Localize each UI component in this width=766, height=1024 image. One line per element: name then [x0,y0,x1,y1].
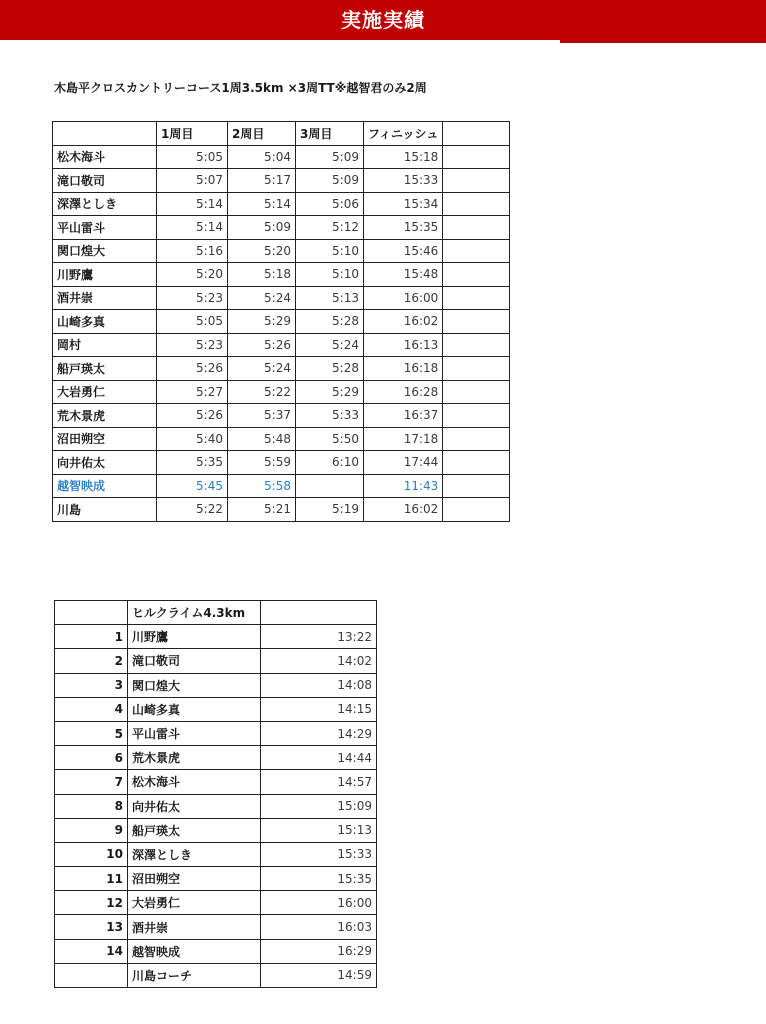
hillclimb-name-cell: 深澤としき [128,842,261,866]
table-row [55,867,377,891]
hillclimb-name-cell: 荒木景虎 [128,746,261,770]
timetrial-header-row [53,122,510,146]
timetrial-lap2-cell: 5:48 [228,427,296,451]
hillclimb-rank-cell [55,963,128,987]
timetrial-finish-cell: 15:35 [364,216,443,240]
hillclimb-time-cell: 14:08 [261,673,377,697]
timetrial-empty-cell [443,333,510,357]
timetrial-finish-cell: 15:33 [364,169,443,193]
hillclimb-time-cell: 14:29 [261,721,377,745]
timetrial-lap3-cell: 5:28 [296,357,364,381]
timetrial-empty-cell [443,169,510,193]
timetrial-finish-cell: 11:43 [364,474,443,498]
timetrial-empty-cell [443,474,510,498]
timetrial-finish-cell: 15:18 [364,145,443,169]
timetrial-lap2-cell: 5:20 [228,239,296,263]
timetrial-lap1-cell: 5:27 [157,380,228,404]
timetrial-empty-cell [443,310,510,334]
hillclimb-time-cell: 15:13 [261,818,377,842]
timetrial-finish-cell: 17:44 [364,451,443,475]
hillclimb-header-row [55,601,377,625]
hillclimb-name-cell: 川島コーチ [128,963,261,987]
timetrial-table [52,121,510,522]
timetrial-header-cell: フィニッシュ [364,122,443,146]
table-row [55,939,377,963]
table-row [53,310,510,334]
timetrial-name-cell: 川野鷹 [53,263,157,287]
timetrial-lap3-cell: 5:10 [296,239,364,263]
table-row [55,746,377,770]
timetrial-lap3-cell: 5:19 [296,498,364,522]
timetrial-lap1-cell: 5:14 [157,192,228,216]
hillclimb-rank-cell: 1 [55,625,128,649]
timetrial-lap2-cell: 5:26 [228,333,296,357]
hillclimb-name-cell: 酒井崇 [128,915,261,939]
timetrial-lap2-cell: 5:09 [228,216,296,240]
timetrial-lap3-cell: 5:29 [296,380,364,404]
timetrial-finish-cell: 17:18 [364,427,443,451]
timetrial-lap3-cell: 5:50 [296,427,364,451]
timetrial-empty-cell [443,239,510,263]
timetrial-lap2-cell: 5:59 [228,451,296,475]
hillclimb-time-cell: 14:44 [261,746,377,770]
timetrial-lap2-cell: 5:17 [228,169,296,193]
hillclimb-time-cell: 15:35 [261,867,377,891]
timetrial-lap1-cell: 5:20 [157,263,228,287]
timetrial-lap1-cell: 5:35 [157,451,228,475]
table-row [55,842,377,866]
table-row [53,427,510,451]
hillclimb-rank-cell: 8 [55,794,128,818]
timetrial-lap3-cell: 5:24 [296,333,364,357]
table-row [55,915,377,939]
timetrial-finish-cell: 16:13 [364,333,443,357]
table-row [53,216,510,240]
timetrial-lap1-cell: 5:40 [157,427,228,451]
timetrial-lap2-cell: 5:18 [228,263,296,287]
table-row [55,818,377,842]
hillclimb-rank-cell: 12 [55,891,128,915]
table-row [55,649,377,673]
hillclimb-empty-cell [261,601,377,625]
hillclimb-empty-cell [55,601,128,625]
hillclimb-rank-cell: 5 [55,721,128,745]
timetrial-empty-cell [443,427,510,451]
timetrial-finish-cell: 15:34 [364,192,443,216]
timetrial-lap2-cell: 5:29 [228,310,296,334]
timetrial-finish-cell: 15:46 [364,239,443,263]
timetrial-finish-cell: 16:18 [364,357,443,381]
timetrial-lap1-cell: 5:23 [157,333,228,357]
timetrial-header-cell: 1周目 [157,122,228,146]
timetrial-lap2-cell: 5:04 [228,145,296,169]
timetrial-name-cell: 沼田朔空 [53,427,157,451]
table-row [53,451,510,475]
hillclimb-time-cell: 14:57 [261,770,377,794]
timetrial-lap2-cell: 5:24 [228,286,296,310]
timetrial-header-cell [443,122,510,146]
timetrial-empty-cell [443,192,510,216]
timetrial-lap3-cell: 5:10 [296,263,364,287]
hillclimb-time-cell: 14:59 [261,963,377,987]
timetrial-name-cell: 酒井崇 [53,286,157,310]
hillclimb-name-cell: 関口煌大 [128,673,261,697]
table-row [55,625,377,649]
header-banner [0,0,766,40]
hillclimb-time-cell: 13:22 [261,625,377,649]
hillclimb-time-cell: 15:33 [261,842,377,866]
hillclimb-name-cell: 船戸瑛太 [128,818,261,842]
table-row [53,192,510,216]
timetrial-lap3-cell: 5:09 [296,169,364,193]
table-row [53,169,510,193]
timetrial-empty-cell [443,263,510,287]
table-row [55,794,377,818]
hillclimb-rank-cell: 13 [55,915,128,939]
page-title: 実施実績 [341,7,425,32]
timetrial-finish-cell: 16:00 [364,286,443,310]
timetrial-lap1-cell: 5:26 [157,404,228,428]
hillclimb-rank-cell: 9 [55,818,128,842]
timetrial-lap1-cell: 5:22 [157,498,228,522]
timetrial-lap2-cell: 5:37 [228,404,296,428]
timetrial-lap1-cell: 5:07 [157,169,228,193]
table-row [55,697,377,721]
timetrial-lap3-cell: 5:06 [296,192,364,216]
timetrial-lap1-cell: 5:05 [157,145,228,169]
hillclimb-name-cell: 川野鷹 [128,625,261,649]
timetrial-lap2-cell: 5:21 [228,498,296,522]
hillclimb-rank-cell: 3 [55,673,128,697]
timetrial-lap2-cell: 5:14 [228,192,296,216]
timetrial-name-cell: 川島 [53,498,157,522]
timetrial-empty-cell [443,286,510,310]
hillclimb-name-cell: 平山雷斗 [128,721,261,745]
timetrial-name-cell: 大岩勇仁 [53,380,157,404]
hillclimb-time-cell: 14:02 [261,649,377,673]
timetrial-name-cell: 松木海斗 [53,145,157,169]
hillclimb-name-cell: 滝口敬司 [128,649,261,673]
timetrial-lap1-cell: 5:14 [157,216,228,240]
hillclimb-name-cell: 越智映成 [128,939,261,963]
hillclimb-time-cell: 16:03 [261,915,377,939]
timetrial-name-cell: 荒木景虎 [53,404,157,428]
table-row [53,357,510,381]
hillclimb-rank-cell: 2 [55,649,128,673]
timetrial-finish-cell: 15:48 [364,263,443,287]
timetrial-name-cell: 船戸瑛太 [53,357,157,381]
table-row [53,145,510,169]
table-row [55,963,377,987]
table-row [55,673,377,697]
timetrial-name-cell: 岡村 [53,333,157,357]
hillclimb-rank-cell: 10 [55,842,128,866]
table-row [53,474,510,498]
hillclimb-table [54,600,377,988]
hillclimb-name-cell: 向井佑太 [128,794,261,818]
timetrial-lap2-cell: 5:24 [228,357,296,381]
table-row [53,404,510,428]
table-row [53,239,510,263]
timetrial-subtitle: 木島平クロスカントリーコース1周3.5km ×3周TT※越智君のみ2周 [54,81,427,95]
timetrial-lap1-cell: 5:45 [157,474,228,498]
table-row [55,721,377,745]
timetrial-empty-cell [443,145,510,169]
hillclimb-time-cell: 14:15 [261,697,377,721]
timetrial-header-cell: 2周目 [228,122,296,146]
hillclimb-name-cell: 沼田朔空 [128,867,261,891]
timetrial-empty-cell [443,357,510,381]
timetrial-lap1-cell: 5:26 [157,357,228,381]
table-row [53,498,510,522]
timetrial-lap2-cell: 5:22 [228,380,296,404]
timetrial-lap3-cell [296,474,364,498]
hillclimb-rank-cell: 14 [55,939,128,963]
timetrial-name-cell: 山崎多真 [53,310,157,334]
timetrial-lap1-cell: 5:05 [157,310,228,334]
hillclimb-name-cell: 山崎多真 [128,697,261,721]
timetrial-name-cell: 平山雷斗 [53,216,157,240]
hillclimb-time-cell: 16:00 [261,891,377,915]
timetrial-name-cell: 深澤としき [53,192,157,216]
timetrial-header-cell [53,122,157,146]
timetrial-empty-cell [443,498,510,522]
banner-divider [560,40,766,43]
timetrial-name-cell: 越智映成 [53,474,157,498]
timetrial-lap3-cell: 5:28 [296,310,364,334]
hillclimb-rank-cell: 11 [55,867,128,891]
table-row [53,286,510,310]
timetrial-header-cell: 3周目 [296,122,364,146]
timetrial-empty-cell [443,404,510,428]
timetrial-lap1-cell: 5:16 [157,239,228,263]
timetrial-lap2-cell: 5:58 [228,474,296,498]
timetrial-lap3-cell: 5:09 [296,145,364,169]
hillclimb-rank-cell: 4 [55,697,128,721]
timetrial-lap3-cell: 5:13 [296,286,364,310]
timetrial-lap3-cell: 6:10 [296,451,364,475]
timetrial-empty-cell [443,216,510,240]
timetrial-finish-cell: 16:37 [364,404,443,428]
hillclimb-rank-cell: 6 [55,746,128,770]
table-row [53,380,510,404]
timetrial-name-cell: 関口煌大 [53,239,157,263]
timetrial-empty-cell [443,451,510,475]
hillclimb-name-cell: 大岩勇仁 [128,891,261,915]
hillclimb-time-cell: 15:09 [261,794,377,818]
timetrial-empty-cell [443,380,510,404]
timetrial-lap1-cell: 5:23 [157,286,228,310]
hillclimb-time-cell: 16:29 [261,939,377,963]
timetrial-name-cell: 滝口敬司 [53,169,157,193]
hillclimb-rank-cell: 7 [55,770,128,794]
timetrial-finish-cell: 16:28 [364,380,443,404]
timetrial-finish-cell: 16:02 [364,310,443,334]
timetrial-name-cell: 向井佑太 [53,451,157,475]
timetrial-finish-cell: 16:02 [364,498,443,522]
hillclimb-header-cell: ヒルクライム4.3km [128,601,261,625]
timetrial-lap3-cell: 5:12 [296,216,364,240]
table-row [53,333,510,357]
table-row [53,263,510,287]
table-row [55,891,377,915]
hillclimb-name-cell: 松木海斗 [128,770,261,794]
timetrial-lap3-cell: 5:33 [296,404,364,428]
table-row [55,770,377,794]
